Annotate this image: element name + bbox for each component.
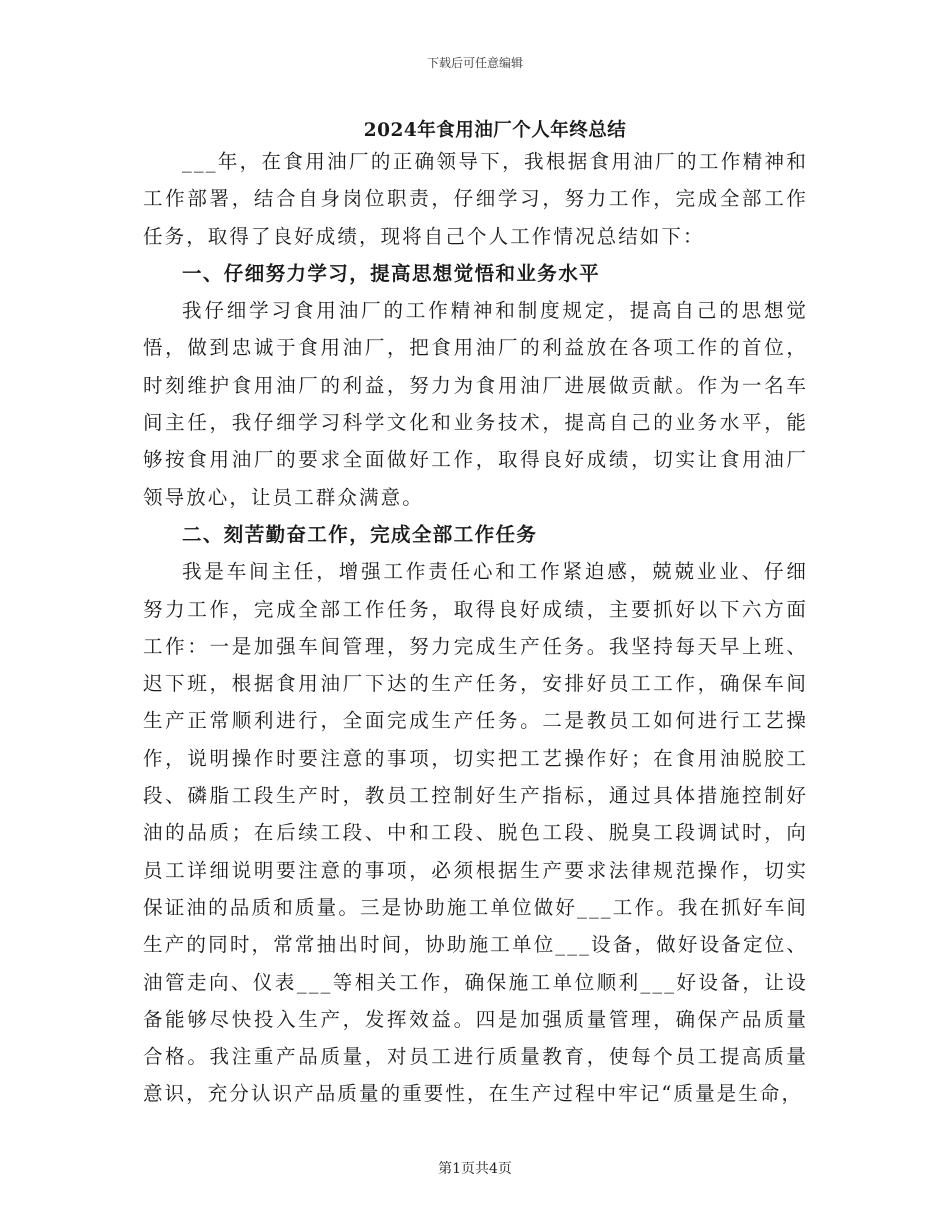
header-note: 下载后可任意编辑 bbox=[426, 56, 523, 70]
section-heading-2: 二、刻苦勤奋工作，完成全部工作任务 bbox=[182, 522, 538, 546]
document-body bbox=[143, 143, 808, 1113]
section-heading-1: 一、仔细努力学习，提高思想觉悟和业务水平 bbox=[182, 261, 601, 285]
document-title: 2024年食用油厂个人年终总结 bbox=[363, 120, 627, 141]
section-2-paragraph: 我是车间主任，增强工作责任心和工作紧迫感，兢兢业业、仔细努力工作，完成全部工作任务，取得良好成绩，主要抓好以下六方面工作：一是加强车间管理，努力完成生产任务。我坚持每天早上班、迟下班，根据食用油厂下达的生产任务，安排好员工工作，确保车间生产正常顺利进行，全面完成生产任务。二是教员工如何进行工艺操作，说明操作时要注意的事项，切实把工艺操作好；在食用油脱胶工段、磷脂工段生产时，教员工控制好生产指标，通过具体措施控制好油的品质；在后续工段、中和工段、脱色工段、脱臭工段调试时，向员工详细说明要注意的事项，必须根据生产要求法律规范操作，切实保证油的品质和质量。三是协助施工单位做好___工作。我在抓好车间生产的同时，常常抽出时间，协助施工单位___设备，做好设备定位、油管走向、仪表___等相关工作，确保施工单位顺利___好设备，让设备能够尽快投入生产，发挥效益。四是加强质量管理，确保产品质量合格。我注重产品质量，对员工进行质量教育，使每个员工提高质量意识，充分认识产品质量的重要性，在生产过程中牢记“质量是生命， bbox=[143, 560, 808, 1106]
section-1-paragraph: 我仔细学习食用油厂的工作精神和制度规定，提高自己的思想觉悟，做到忠诚于食用油厂，把食用油厂的利益放在各项工作的首位，时刻维护食用油厂的利益，努力为食用油厂进展做贡献。作为一名车间主任，我仔细学习科学文化和业务技术，提高自己的业务水平，能够按食用油厂的要求全面做好工作，取得良好成绩，切实让食用油厂领导放心，让员工群众满意。 bbox=[143, 299, 808, 509]
intro-paragraph: ___年，在食用油厂的正确领导下，我根据食用油厂的工作精神和工作部署，结合自身岗位职责，仔细学习，努力工作，完成全部工作任务，取得了良好成绩，现将自己个人工作情况总结如下： bbox=[143, 150, 808, 248]
page-footer: 第1页共4页 bbox=[438, 1161, 512, 1177]
